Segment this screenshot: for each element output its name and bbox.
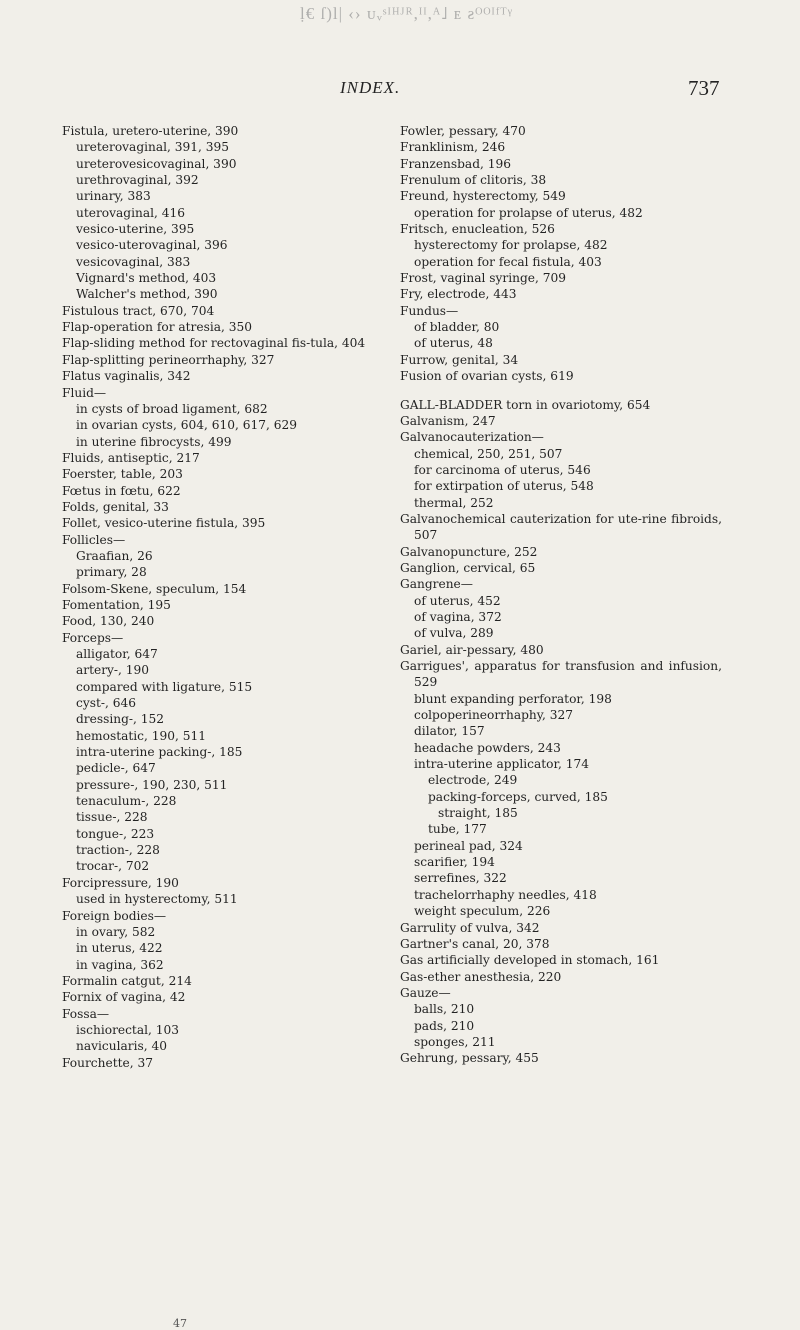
index-entry: Garrigues', apparatus for transfusion and infusion, 529 bbox=[400, 659, 722, 690]
index-subentry: trachelorrhaphy needles, 418 bbox=[414, 887, 597, 902]
index-subentry: in uterus, 422 bbox=[76, 941, 163, 956]
index-subentry: artery-, 190 bbox=[76, 663, 150, 678]
index-entry: GALL-BLADDER torn in ovariotomy, 654 bbox=[400, 397, 651, 412]
index-subentry: perineal pad, 324 bbox=[414, 838, 523, 853]
index-subentry: packing-forceps, curved, 185 bbox=[428, 789, 608, 804]
index-subentry: used in hysterectomy, 511 bbox=[76, 892, 238, 907]
index-entry: Foreign bodies— bbox=[62, 908, 167, 923]
index-entry: Fornix of vagina, 42 bbox=[62, 990, 186, 1005]
index-subentry: Walcher's method, 390 bbox=[76, 287, 218, 302]
index-entry: Fœtus in fœtu, 622 bbox=[62, 483, 181, 498]
index-subentry: in ovary, 582 bbox=[76, 924, 156, 939]
index-subentry: straight, 185 bbox=[438, 806, 518, 821]
index-subentry: colpoperineorrhaphy, 327 bbox=[414, 708, 574, 723]
index-subentry: of vagina, 372 bbox=[414, 609, 502, 624]
page-header bbox=[0, 78, 800, 102]
index-entry: Forceps— bbox=[62, 630, 124, 645]
index-subentry: cyst-, 646 bbox=[76, 696, 136, 711]
index-subentry: headache powders, 243 bbox=[414, 740, 561, 755]
index-entry: Fritsch, enucleation, 526 bbox=[400, 222, 555, 237]
index-entry: Gas artificially developed in stomach, 161 bbox=[400, 953, 660, 968]
index-subentry: electrode, 249 bbox=[428, 773, 518, 788]
index-subentry: of uterus, 48 bbox=[414, 336, 493, 351]
index-entry: Forcipressure, 190 bbox=[62, 875, 179, 890]
index-subentry: tube, 177 bbox=[428, 822, 487, 837]
index-entry: Fluid— bbox=[62, 385, 107, 400]
letter-section-gap bbox=[400, 385, 722, 397]
index-entry: Franklinism, 246 bbox=[400, 140, 506, 155]
index-entry: Formalin catgut, 214 bbox=[62, 973, 192, 988]
index-subentry: ischiorectal, 103 bbox=[76, 1022, 179, 1037]
index-subentry: pedicle-, 647 bbox=[76, 761, 156, 776]
index-entry: Gartner's canal, 20, 378 bbox=[400, 936, 550, 951]
index-subentry: Vignard's method, 403 bbox=[76, 271, 217, 286]
index-entry: Ganglion, cervical, 65 bbox=[400, 560, 536, 575]
index-subentry: for extirpation of uterus, 548 bbox=[414, 479, 594, 494]
index-entry: Follicles— bbox=[62, 532, 126, 547]
index-subentry: dressing-, 152 bbox=[76, 712, 165, 727]
index-subentry: urethrovaginal, 392 bbox=[76, 173, 199, 188]
index-entry: Folds, genital, 33 bbox=[62, 499, 169, 514]
index-entry: Gariel, air-pessary, 480 bbox=[400, 642, 544, 657]
index-entry: Galvanochemical cauterization for ute-rine fibroids, 507 bbox=[400, 511, 722, 543]
index-subentry: vesico-uterine, 395 bbox=[76, 222, 195, 237]
index-subentry: tenaculum-, 228 bbox=[76, 794, 177, 809]
index-subentry: pads, 210 bbox=[414, 1018, 475, 1033]
index-column-right bbox=[400, 123, 722, 1067]
index-subentry: dilator, 157 bbox=[414, 724, 485, 739]
index-subentry: scarifier, 194 bbox=[414, 855, 495, 870]
index-entry: Franzensbad, 196 bbox=[400, 156, 512, 171]
index-column-left bbox=[62, 123, 382, 1071]
index-entry: Fistula, uretero-uterine, 390 bbox=[62, 124, 239, 138]
index-subentry: serrefines, 322 bbox=[414, 871, 507, 886]
index-entry: Fusion of ovarian cysts, 619 bbox=[400, 369, 574, 384]
index-subentry: operation for prolapse of uterus, 482 bbox=[414, 205, 643, 220]
index-subentry: traction-, 228 bbox=[76, 843, 160, 858]
index-entry: Flap-splitting perineorrhaphy, 327 bbox=[62, 352, 275, 367]
index-entry: Frost, vaginal syringe, 709 bbox=[400, 271, 566, 286]
index-entry: Fourchette, 37 bbox=[62, 1055, 153, 1070]
index-subentry: ureterovesicovaginal, 390 bbox=[76, 156, 237, 171]
library-stamp: ḷ€ ſ)l| ‹› ᴜᵥˢᴵᴴᴶᴿ,ᴵᴵ,ᴬ˩ ᴇ ƨᴼᴼᴵᶠᵀᵞ bbox=[300, 4, 514, 23]
index-subentry: vesico-uterovaginal, 396 bbox=[76, 238, 228, 253]
index-entry: Follet, vesico-uterine fistula, 395 bbox=[62, 516, 266, 531]
index-subentry: for carcinoma of uterus, 546 bbox=[414, 462, 591, 477]
index-subentry: uterovaginal, 416 bbox=[76, 205, 185, 220]
index-subentry: thermal, 252 bbox=[414, 495, 494, 510]
index-entry: Flap-sliding method for rectovaginal fis-tula, 404 bbox=[62, 336, 366, 351]
index-subentry: weight speculum, 226 bbox=[414, 904, 551, 919]
index-entry: Fundus— bbox=[400, 303, 459, 318]
index-entry: Folsom-Skene, speculum, 154 bbox=[62, 581, 247, 596]
index-subentry: sponges, 211 bbox=[414, 1034, 496, 1049]
index-entry: Furrow, genital, 34 bbox=[400, 352, 519, 367]
index-subentry: of vulva, 289 bbox=[414, 626, 494, 641]
index-subentry: ureterovaginal, 391, 395 bbox=[76, 140, 230, 155]
index-subentry: chemical, 250, 251, 507 bbox=[414, 446, 563, 461]
index-subentry: tissue-, 228 bbox=[76, 810, 148, 825]
index-entry: Flatus vaginalis, 342 bbox=[62, 369, 191, 384]
index-subentry: of bladder, 80 bbox=[414, 320, 500, 335]
index-entry: Fowler, pessary, 470 bbox=[400, 124, 526, 138]
index-subentry: pressure-, 190, 230, 511 bbox=[76, 777, 228, 792]
index-subentry: intra-uterine applicator, 174 bbox=[414, 757, 589, 772]
index-entry: Foerster, table, 203 bbox=[62, 467, 183, 482]
index-entry: Galvanocauterization— bbox=[400, 430, 544, 445]
index-subentry: in cysts of broad ligament, 682 bbox=[76, 401, 268, 416]
index-entry: Fistulous tract, 670, 704 bbox=[62, 303, 215, 318]
index-entry: Fossa— bbox=[62, 1006, 110, 1021]
signature-mark: 47 bbox=[173, 1317, 187, 1330]
index-subentry: in vagina, 362 bbox=[76, 957, 164, 972]
index-entry: Gauze— bbox=[400, 985, 451, 1000]
index-subentry: vesicovaginal, 383 bbox=[76, 254, 191, 269]
running-title: INDEX. bbox=[340, 78, 401, 97]
index-subentry: in uterine fibrocysts, 499 bbox=[76, 434, 232, 449]
index-entry: Gas-ether anesthesia, 220 bbox=[400, 969, 562, 984]
index-entry: Gehrung, pessary, 455 bbox=[400, 1051, 539, 1066]
index-subentry: operation for fecal fistula, 403 bbox=[414, 254, 602, 269]
index-subentry: navicularis, 40 bbox=[76, 1039, 167, 1054]
index-entry: Fomentation, 195 bbox=[62, 597, 171, 612]
index-subentry: hysterectomy for prolapse, 482 bbox=[414, 238, 608, 253]
index-subentry: alligator, 647 bbox=[76, 647, 158, 661]
index-entry: Frenulum of clitoris, 38 bbox=[400, 173, 547, 188]
index-subentry: balls, 210 bbox=[414, 1002, 475, 1017]
index-entry: Freund, hysterectomy, 549 bbox=[400, 189, 566, 204]
index-subentry: urinary, 383 bbox=[76, 189, 151, 204]
index-entry: Food, 130, 240 bbox=[62, 614, 155, 629]
index-entry: Galvanism, 247 bbox=[400, 413, 496, 428]
index-subentry: intra-uterine packing-, 185 bbox=[76, 745, 243, 760]
page-number: 737 bbox=[688, 76, 720, 100]
index-entry: Garrulity of vulva, 342 bbox=[400, 920, 540, 935]
index-entry: Gangrene— bbox=[400, 577, 473, 592]
index-entry: Flap-operation for atresia, 350 bbox=[62, 320, 253, 335]
index-entry: Fry, electrode, 443 bbox=[400, 287, 517, 302]
index-subentry: primary, 28 bbox=[76, 565, 147, 580]
index-subentry: Graafian, 26 bbox=[76, 548, 153, 563]
index-subentry: trocar-, 702 bbox=[76, 859, 150, 874]
index-entry: Galvanopuncture, 252 bbox=[400, 544, 538, 559]
index-subentry: compared with ligature, 515 bbox=[76, 679, 253, 694]
index-subentry: tongue-, 223 bbox=[76, 826, 155, 841]
index-entry: Fluids, antiseptic, 217 bbox=[62, 450, 200, 465]
index-subentry: in ovarian cysts, 604, 610, 617, 629 bbox=[76, 418, 297, 433]
index-subentry: blunt expanding perforator, 198 bbox=[414, 691, 612, 706]
index-subentry: hemostatic, 190, 511 bbox=[76, 728, 207, 743]
index-subentry: of uterus, 452 bbox=[414, 593, 501, 608]
